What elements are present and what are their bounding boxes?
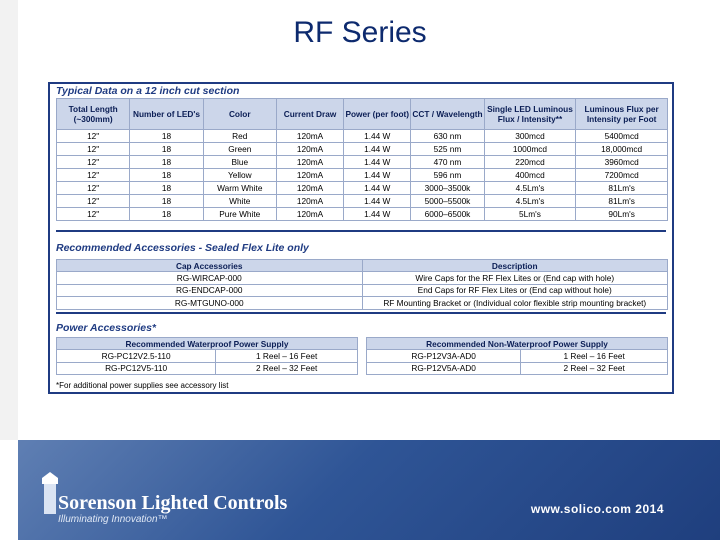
table-cell: 12" <box>57 208 130 221</box>
table-cell: 1.44 W <box>344 169 411 182</box>
col-header: Current Draw <box>276 99 343 130</box>
table-cell: RG-PC12V2.5-110 <box>57 350 216 362</box>
table-cell: 5400mcd <box>576 130 668 143</box>
table-row <box>57 350 358 362</box>
table-row <box>367 350 668 362</box>
table-cell: 1 Reel – 16 Feet <box>216 350 358 362</box>
table-cell: 18 <box>130 143 203 156</box>
table-cell: 12" <box>57 130 130 143</box>
spec-panel <box>48 82 674 394</box>
table-cell: 12" <box>57 182 130 195</box>
table-row <box>57 143 668 156</box>
table-cell: 4.5Lm's <box>484 182 576 195</box>
table-row <box>57 169 668 182</box>
table-cell: Wire Caps for the RF Flex Lites or (End cap with hole) <box>362 272 668 284</box>
table-cell: RG-PC12V5-110 <box>57 362 216 374</box>
table-cell: 1 Reel – 16 Feet <box>521 350 668 362</box>
table-row <box>57 195 668 208</box>
table-cell: 90Lm's <box>576 208 668 221</box>
table-cell: 596 nm <box>411 169 484 182</box>
table-cell: 630 nm <box>411 130 484 143</box>
table-row <box>57 208 668 221</box>
table-row <box>57 284 668 296</box>
table-row <box>57 272 668 284</box>
table-cell: 18 <box>130 195 203 208</box>
table-cell: 1000mcd <box>484 143 576 156</box>
table-cell: 120mA <box>276 156 343 169</box>
table-cell: End Caps for RF Flex Lites or (End cap without hole) <box>362 284 668 296</box>
table-cell: 525 nm <box>411 143 484 156</box>
table-cell: 220mcd <box>484 156 576 169</box>
table-cell: White <box>203 195 276 208</box>
table-cell: 12" <box>57 156 130 169</box>
col-header: Number of LED's <box>130 99 203 130</box>
table-row <box>57 156 668 169</box>
table-cell: 120mA <box>276 182 343 195</box>
table-cell: 1.44 W <box>344 195 411 208</box>
table-cell: RG-ENDCAP-000 <box>57 284 363 296</box>
table-row <box>57 297 668 309</box>
col-header: Recommended Non-Waterproof Power Supply <box>367 338 668 350</box>
table-cell: 3000–3500k <box>411 182 484 195</box>
col-header: Color <box>203 99 276 130</box>
table-cell: RG-WIRCAP-000 <box>57 272 363 284</box>
table-cell: 300mcd <box>484 130 576 143</box>
table-cell: 18 <box>130 169 203 182</box>
table-cell: 5Lm's <box>484 208 576 221</box>
table-row <box>57 182 668 195</box>
table-cell: 12" <box>57 169 130 182</box>
table-cell: 1.44 W <box>344 182 411 195</box>
table-cell: 4.5Lm's <box>484 195 576 208</box>
footer-band <box>18 440 720 540</box>
waterproof-power-table <box>56 337 358 375</box>
table-cell: 1.44 W <box>344 156 411 169</box>
table-cell: 18,000mcd <box>576 143 668 156</box>
col-header: Power (per foot) <box>344 99 411 130</box>
table-cell: 470 nm <box>411 156 484 169</box>
table-row <box>57 130 668 143</box>
table-cell: 18 <box>130 182 203 195</box>
accessories-table <box>56 259 668 310</box>
power-heading: Power Accessories* <box>56 322 157 334</box>
table-cell: 18 <box>130 130 203 143</box>
table-cell: 120mA <box>276 208 343 221</box>
col-header: Single LED Luminous Flux / Intensity** <box>484 99 576 130</box>
table-cell: 120mA <box>276 130 343 143</box>
col-header: Description <box>362 260 668 272</box>
table-cell: Red <box>203 130 276 143</box>
col-header: Recommended Waterproof Power Supply <box>57 338 358 350</box>
table-cell: Green <box>203 143 276 156</box>
table-cell: 3960mcd <box>576 156 668 169</box>
col-header: Cap Accessories <box>57 260 363 272</box>
table-cell: RG-P12V3A-AD0 <box>367 350 521 362</box>
table-cell: 12" <box>57 195 130 208</box>
table-cell: Blue <box>203 156 276 169</box>
table-cell: 6000–6500k <box>411 208 484 221</box>
col-header: CCT / Wavelength <box>411 99 484 130</box>
table-cell: Yellow <box>203 169 276 182</box>
table-cell: Warm White <box>203 182 276 195</box>
brand-name: Sorenson Lighted Controls <box>58 492 288 514</box>
table-row <box>367 362 668 374</box>
table-cell: Pure White <box>203 208 276 221</box>
table-cell: 120mA <box>276 169 343 182</box>
table-cell: 7200mcd <box>576 169 668 182</box>
section-divider <box>56 230 666 232</box>
table-cell: 12" <box>57 143 130 156</box>
col-header: Luminous Flux per Intensity per Foot <box>576 99 668 130</box>
section-divider <box>56 312 666 314</box>
table-cell: RG-P12V5A-AD0 <box>367 362 521 374</box>
table-cell: RF Mounting Bracket or (Individual color flexible strip mounting bracket) <box>362 297 668 309</box>
footnote: *For additional power supplies see accessory list <box>56 381 229 390</box>
footer-url: www.solico.com 2014 <box>530 502 664 516</box>
table-cell: 2 Reel – 32 Feet <box>216 362 358 374</box>
nonwaterproof-power-table <box>366 337 668 375</box>
table-cell: 1.44 W <box>344 208 411 221</box>
table-cell: 1.44 W <box>344 130 411 143</box>
table-cell: 1.44 W <box>344 143 411 156</box>
table-cell: 81Lm's <box>576 182 668 195</box>
brand-tagline: Illuminating Innovation™ <box>58 514 168 525</box>
table-cell: 2 Reel – 32 Feet <box>521 362 668 374</box>
typical-data-table <box>56 98 668 221</box>
left-margin-bar <box>0 0 18 440</box>
table-cell: 18 <box>130 208 203 221</box>
table-cell: 81Lm's <box>576 195 668 208</box>
table-cell: 5000–5500k <box>411 195 484 208</box>
table-cell: 400mcd <box>484 169 576 182</box>
table-cell: 18 <box>130 156 203 169</box>
table-cell: 120mA <box>276 143 343 156</box>
table-cell: 120mA <box>276 195 343 208</box>
table-row <box>57 362 358 374</box>
table-cell: RG-MTGUNO-000 <box>57 297 363 309</box>
typical-data-heading: Typical Data on a 12 inch cut section <box>56 85 240 97</box>
col-header: Total Length (~300mm) <box>57 99 130 130</box>
accessories-heading: Recommended Accessories - Sealed Flex Lite only <box>56 242 309 254</box>
page-title: RF Series <box>293 16 427 49</box>
